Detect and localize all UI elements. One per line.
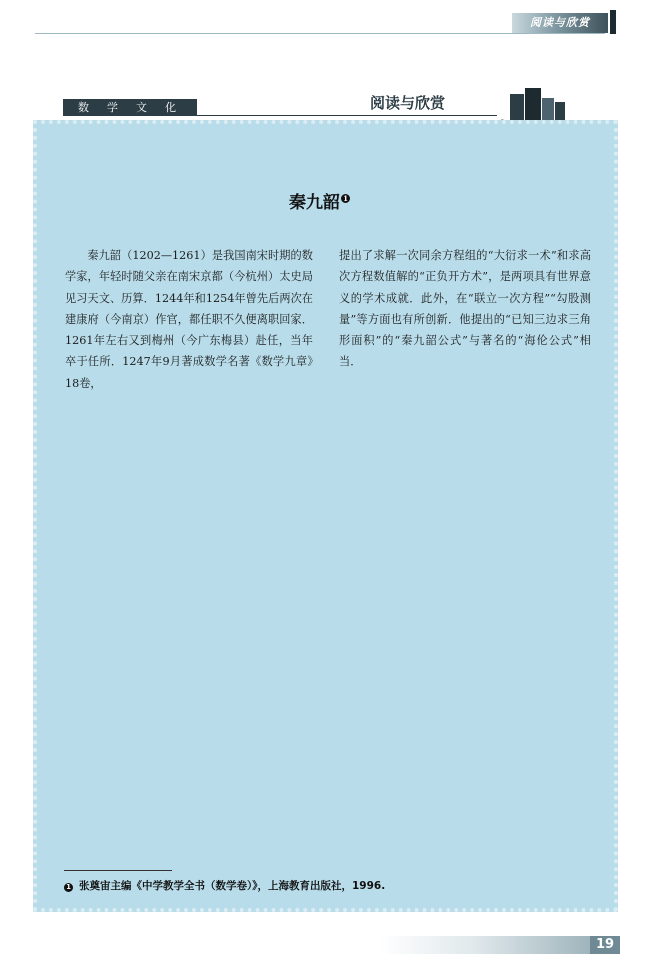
article-right-column: 提出了求解一次同余方程组的“大衍求一术”和求高次方程数值解的“正负开方术”，是两项具有世界意义的学术成就．此外，在“联立一次方程”“勾股测量”等方面也有所创新．他提出的“已知三边求三角形面积”的“秦九韶公式”与著名的“海伦公式”相当． <box>339 249 591 369</box>
title-text: 秦九韶 <box>289 193 340 213</box>
content-panel <box>33 120 618 912</box>
section-title: 阅读与欣赏 <box>370 94 446 112</box>
page-number: 19 <box>590 936 620 954</box>
bottom-decor-bar <box>380 936 620 954</box>
footnote-reference-icon: 1 <box>341 194 350 203</box>
header-rule <box>197 115 497 116</box>
math-culture-banner: 数学文化 <box>63 99 197 116</box>
article-title <box>289 188 350 213</box>
footnote-text: 张奠宙主编《中学教学全书（数学卷）》，上海教育出版社，1996. <box>79 880 386 892</box>
footnote-number-icon: 1 <box>64 883 73 892</box>
article-left-column: 秦九韶（1202—1261）是我国南宋时期的数学家，年轻时随父亲在南宋京都（今杭州）太史局见习天文、历算．1244年和1254年曾先后两次在建康府（今南京）作官，都任职不久便离职回家．1261年左右又到梅州（今广东梅县）赴任，当年卒于任所．1247年9月著成数学名著《数学九章》18卷， <box>65 249 313 390</box>
top-section-tab: 阅读与欣赏 <box>512 13 608 33</box>
footnote <box>64 878 385 893</box>
top-rule <box>35 33 605 34</box>
top-tab-marker <box>610 10 616 34</box>
footnote-rule <box>64 870 172 871</box>
